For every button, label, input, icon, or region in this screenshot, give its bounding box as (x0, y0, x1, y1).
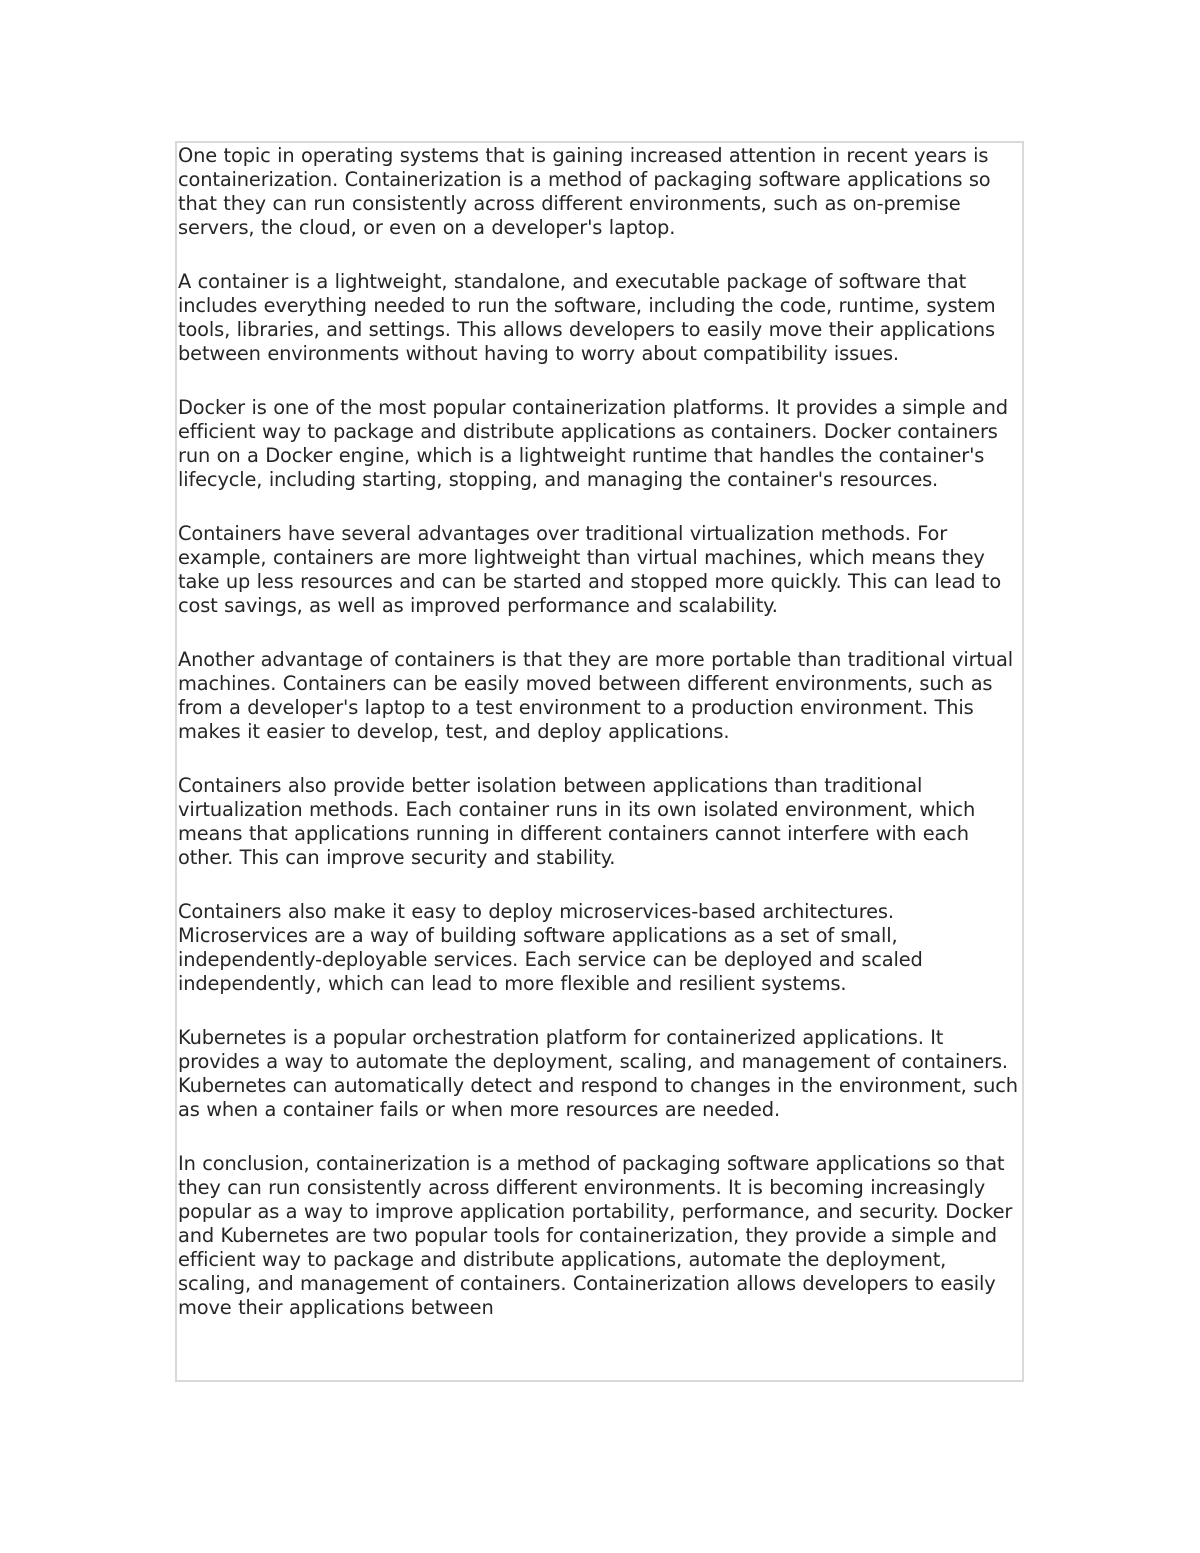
paragraph-4: Containers have several advantages over traditional virtualization methods. For example, containers are more lightweight than virtual machines, which means they take up less resources and can be started and stopped more quickly. This can lead to cost savings, as well as improved performance and scalability. (178, 522, 1002, 617)
paragraph-8: Kubernetes is a popular orchestration platform for containerized applications. It provides a way to automate the deployment, scaling, and management of containers. Kubernetes can automatically detect and respond to changes in the environment, such as when a container fails or when more resources are needed. (178, 1026, 1018, 1121)
paragraph-2: A container is a lightweight, standalone, and executable package of software that includes everything needed to run the software, including the code, runtime, system tools, libraries, and settings. This allows developers to easily move their applications between environments without having to worry about compatibility issues. (178, 270, 996, 365)
paragraph-9: In conclusion, containerization is a method of packaging software applications so that they can run consistently across different environments. It is becoming increasingly popular as a way to improve application portability, performance, and security. Docker and Kubernetes are two popular tools for containerization, they provide a simple and efficient way to package and distribute applications, automate the deployment, scaling, and management of containers. Containerization allows developers to easily move their applications between (178, 1152, 1013, 1319)
paragraph-5: Another advantage of containers is that they are more portable than traditional virtual machines. Containers can be easily moved between different environments, such as from a developer's laptop to a test environment to a production environment. This makes it easier to develop, test, and deploy applications. (178, 648, 1013, 743)
paragraph-6: Containers also provide better isolation between applications than traditional virtualization methods. Each container runs in its own isolated environment, which means that applications running in different containers cannot interfere with each other. This can improve security and stability. (178, 774, 976, 869)
paragraph-7: Containers also make it easy to deploy microservices-based architectures. Microservices are a way of building software applications as a set of small, independently-deployable services. Each service can be deployed and scaled independently, which can lead to more flexible and resilient systems. (178, 900, 923, 995)
text-box[interactable] (175, 141, 1024, 1382)
paragraph-3: Docker is one of the most popular containerization platforms. It provides a simple and efficient way to package and distribute applications as containers. Docker containers run on a Docker engine, which is a lightweight runtime that handles the container's lifecycle, including starting, stopping, and managing the container's resources. (178, 396, 1008, 491)
paragraph-1: One topic in operating systems that is gaining increased attention in recent years is containerization. Containerization is a method of packaging software applications so that they can run consistently across different environments, such as on-premise servers, the cloud, or even on a developer's laptop. (178, 144, 991, 239)
